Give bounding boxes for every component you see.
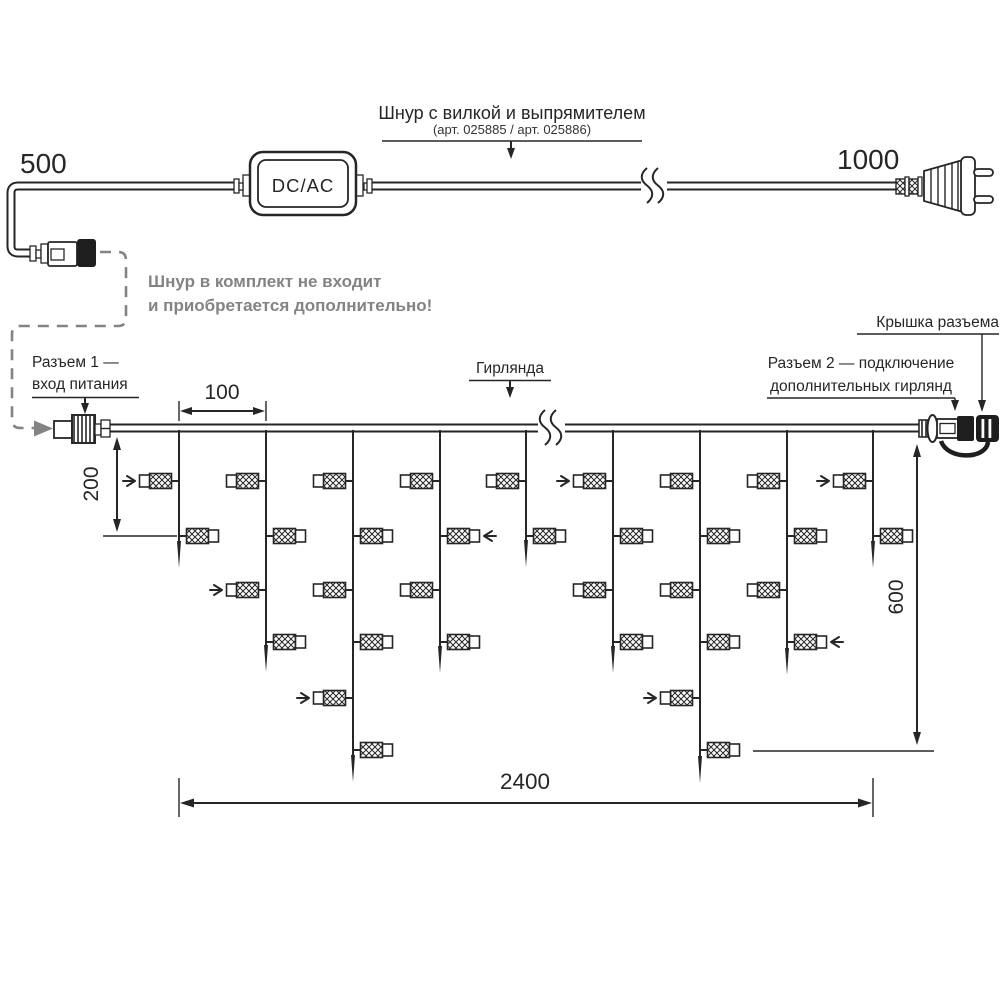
dc-output-connector — [30, 239, 96, 267]
lamp-icon — [353, 635, 393, 650]
dc-ac-converter — [234, 152, 372, 215]
note-line2: и приобретается дополнительно! — [148, 296, 433, 315]
power-cable — [11, 186, 897, 253]
callout-arrow-icon — [81, 403, 89, 414]
lamp-icon — [700, 743, 740, 758]
cord-length-1000: 1000 — [837, 144, 900, 175]
drop-tip — [177, 541, 181, 568]
callout-arrow-icon — [978, 400, 986, 412]
connector2-label-line2: дополнительных гирлянд — [770, 378, 952, 395]
lamp-icon — [179, 529, 219, 544]
direction-arrow-icon — [557, 476, 569, 486]
cable-break-icon — [641, 166, 667, 206]
lamp-icon — [487, 474, 527, 489]
direction-arrow-icon — [210, 585, 222, 595]
dashed-connection-path — [12, 252, 126, 428]
power-cord-assembly — [11, 103, 993, 267]
lamp-icon — [401, 474, 441, 489]
drop-tip — [698, 756, 702, 783]
lamp-icon — [613, 635, 653, 650]
direction-arrow-icon — [484, 531, 496, 541]
plug-prong — [974, 169, 993, 176]
wire-break-icon — [538, 408, 565, 449]
cord-length-500: 500 — [20, 148, 67, 179]
garland-drop — [644, 430, 740, 783]
lamp-icon — [787, 635, 843, 650]
cord-article: (арт. 025885 / арт. 025886) — [432, 122, 592, 137]
garland-drop — [210, 430, 306, 672]
callout-arrow-icon — [507, 148, 515, 159]
garland-drops — [123, 430, 913, 783]
lamp-icon — [557, 474, 613, 489]
connector1-label-line1: Разъем 1 — — [32, 354, 119, 371]
lamp-icon — [210, 583, 266, 598]
garland-drop — [487, 430, 566, 567]
direction-arrow-icon — [831, 637, 843, 647]
lamp-icon — [873, 529, 913, 544]
power-plug — [896, 157, 993, 215]
lamp-icon — [353, 529, 393, 544]
lamp-icon — [748, 583, 788, 598]
drop-tip — [524, 540, 528, 567]
connector-1-power-input — [54, 415, 110, 443]
dim-100-label: 100 — [204, 381, 240, 404]
garland-drop — [297, 430, 393, 782]
garland-label: Гирлянда — [476, 360, 544, 377]
lamp-icon — [700, 529, 740, 544]
dim-200-label: 200 — [80, 466, 103, 502]
lamp-icon — [440, 635, 480, 650]
lamp-icon — [700, 635, 740, 650]
lamp-icon — [123, 474, 179, 489]
dimension-2400 — [179, 769, 873, 817]
callout-arrow-icon — [951, 400, 959, 411]
drop-tip — [785, 648, 789, 675]
drop-tip — [611, 646, 615, 673]
converter-label: DC/AC — [271, 175, 335, 196]
note-line1: Шнур в комплект не входит — [148, 272, 382, 291]
cord-title: Шнур с вилкой и выпрямителем — [378, 103, 646, 123]
plug-body — [924, 160, 963, 212]
connector-2-callout — [767, 355, 959, 411]
cord-title-callout — [378, 103, 645, 159]
lamp-icon — [574, 583, 614, 598]
direction-arrow-icon — [297, 693, 309, 703]
lamp-icon — [266, 635, 306, 650]
lamp-icon — [661, 583, 701, 598]
dim-600-label: 600 — [885, 579, 908, 615]
dim-2400-label: 2400 — [499, 769, 551, 794]
lamp-icon — [613, 529, 653, 544]
garland-drop — [123, 430, 219, 568]
lamp-icon — [353, 743, 393, 758]
lamp-icon — [748, 474, 788, 489]
drop-tip — [351, 755, 355, 782]
garland-drop — [401, 430, 497, 673]
connector-1-callout — [32, 354, 139, 414]
cap-label: Крышка разъема — [876, 314, 999, 331]
lamp-icon — [787, 529, 827, 544]
garland-wire — [110, 408, 920, 449]
lamp-icon — [526, 529, 566, 544]
connector2-label-line1: Разъем 2 — подключение — [767, 355, 955, 372]
connector1-label-line2: вход питания — [32, 376, 128, 393]
lamp-icon — [644, 691, 700, 706]
garland-drop — [817, 430, 913, 568]
lamp-icon — [314, 474, 354, 489]
drop-tip — [438, 646, 442, 673]
dimension-100 — [179, 381, 266, 421]
callout-arrow-icon — [506, 387, 514, 398]
lamp-icon — [440, 529, 496, 544]
plug-prong — [974, 196, 993, 203]
not-included-callout — [12, 252, 432, 437]
lamp-icon — [227, 474, 267, 489]
direction-arrow-icon — [644, 693, 656, 703]
lamp-icon — [401, 583, 441, 598]
garland-drop — [557, 430, 653, 673]
drop-tip — [871, 541, 875, 568]
connector-2-extension — [919, 415, 999, 455]
cap-strap — [941, 441, 988, 455]
drop-tip — [264, 645, 268, 672]
lamp-icon — [314, 583, 354, 598]
lamp-icon — [297, 691, 353, 706]
garland-callout — [469, 360, 551, 398]
lamp-icon — [817, 474, 873, 489]
direction-arrow-icon — [123, 476, 135, 486]
connector-cap — [976, 415, 999, 442]
garland-drop — [748, 430, 844, 675]
direction-arrow-icon — [817, 476, 829, 486]
lamp-icon — [661, 474, 701, 489]
lamp-icon — [266, 529, 306, 544]
gray-arrow-icon — [34, 421, 53, 437]
